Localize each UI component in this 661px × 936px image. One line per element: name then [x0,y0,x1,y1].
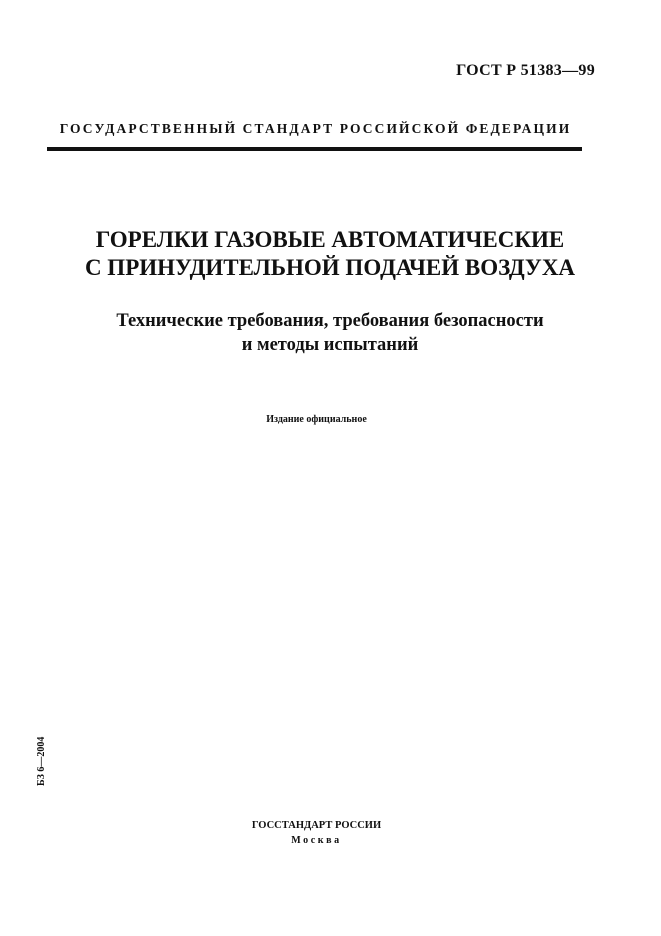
document-code: ГОСТ Р 51383—99 [456,62,595,79]
subtitle-line-2: и методы испытаний [241,335,419,355]
document-subtitle [40,309,620,357]
subtitle-line-1: Технические требования, требования безопасности [116,311,544,331]
state-standard-heading: ГОСУДАРСТВЕННЫЙ СТАНДАРТ РОССИЙСКОЙ ФЕДЕРАЦИИ [59,121,572,136]
title-line-1: ГОРЕЛКИ ГАЗОВЫЕ АВТОМАТИЧЕСКИЕ [95,227,565,252]
publisher-city: Москва [291,835,342,846]
publisher-name: ГОССТАНДАРТ РОССИИ [251,820,382,831]
side-registration-code: БЗ 6—2004 [36,736,47,786]
header-rule [47,147,582,151]
title-line-2: С ПРИНУДИТЕЛЬНОЙ ПОДАЧЕЙ ВОЗДУХА [84,255,576,280]
document-title [40,226,620,282]
edition-label: Издание официальное [266,414,367,425]
